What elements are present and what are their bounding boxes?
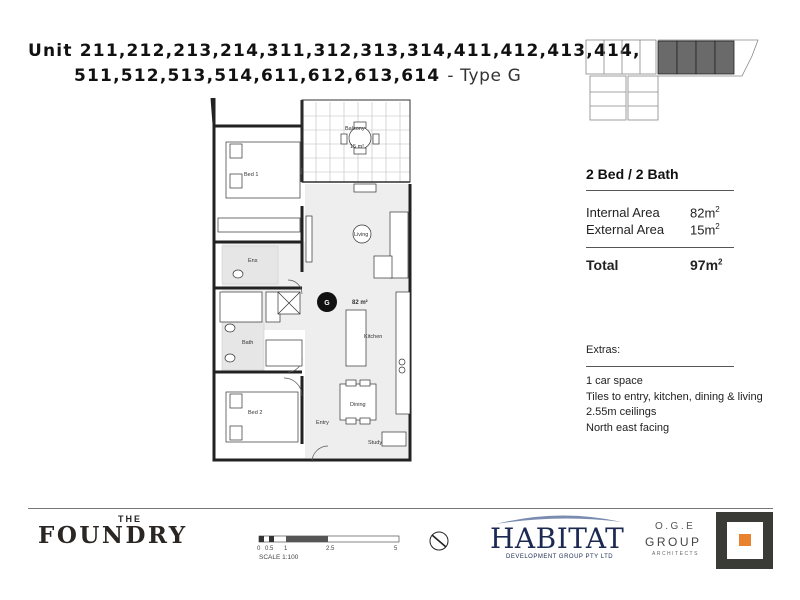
room-label-ens: Ens [248,258,258,264]
external-area-value: $15m^2$ [690,222,720,238]
habitat-subtitle: DEVELOPMENT GROUP PTY LTD [506,554,614,560]
oge-logo-line3: ARCHITECTS [652,551,699,557]
key-plan [582,36,762,128]
extras-item: North east facing [586,421,670,434]
foundry-logo-the: THE [118,514,142,524]
room-label-living: Living [354,232,369,238]
room-label-dining: Dining [350,402,366,408]
room-label-balcony-area: 15 m² [350,144,365,150]
room-label-study: Study [368,440,383,446]
external-area-label: External Area [586,222,665,238]
unit-list-line1: Unit 211,212,213,214,311,312,313,314,411,412,413,414, [28,41,641,61]
scale-tick: 1 [284,546,288,552]
scale-tick: 2.5 [326,546,335,552]
total-area-label: Total [586,256,619,273]
extras-list [586,374,763,436]
scale-bar [256,533,406,555]
internal-area-label: Internal Area [586,205,660,220]
unit-list-line2 [74,66,521,86]
footer-rule [28,508,773,509]
foundry-logo: FOUNDRY [38,522,188,549]
oge-logo-line2: GROUP [645,535,702,549]
bed-bath-summary: 2 Bed / 2 Bath [586,166,679,182]
floor-plan-drawing [208,96,420,466]
scale-tick: 0 [257,546,261,552]
oge-logo-mark-square [739,534,751,546]
room-label-entry: Entry [316,420,329,426]
unit-list-line2-units: 511,512,513,514,611,612,613,614 [74,66,441,86]
unit-badge-text: G [324,300,330,307]
room-label-unit-area: 82 m² [352,300,368,306]
room-label-balcony: Balcony [345,126,365,132]
total-area-row [586,257,734,273]
scale-tick: 5 [394,546,398,552]
unit-type-label: - Type G [447,66,522,86]
habitat-logo: HABITAT [490,522,625,555]
extras-rule [586,366,734,367]
oge-logo-line1: O.G.E [655,521,696,532]
room-label-bed2: Bed 2 [248,410,263,416]
total-area-value: $97m^2$ [690,256,723,273]
internal-area-row [586,205,734,220]
external-area-row [586,222,734,237]
north-arrow-icon [428,530,450,552]
extras-item: Tiles to entry, kitchen, dining & living [586,390,763,403]
scale-tick: 0.5 [265,546,274,552]
key-plan-highlighted-units [658,41,734,74]
oge-logo-mark [716,512,773,569]
room-label-bath: Bath [242,340,254,346]
room-label-bed1: Bed 1 [244,172,259,178]
summary-rule-2 [586,247,734,248]
extras-item: 2.55m ceilings [586,406,657,418]
area-summary [586,166,734,273]
room-label-kitchen: Kitchen [364,334,383,340]
summary-rule-1 [586,190,734,191]
extras-item: 1 car space [586,375,643,387]
scale-label: SCALE 1:100 [259,554,299,561]
extras-heading: Extras: [586,344,621,356]
internal-area-value: $82m^2$ [690,205,720,221]
